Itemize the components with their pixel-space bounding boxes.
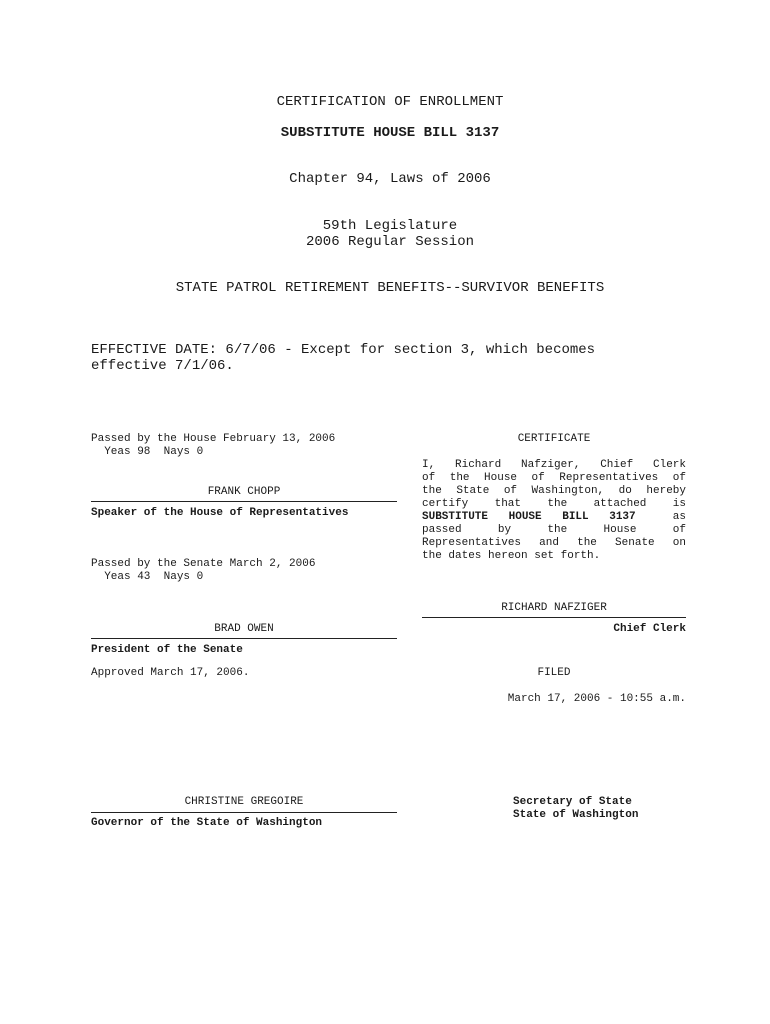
bill-subject: STATE PATROL RETIREMENT BENEFITS--SURVIVOR BENEFITS bbox=[175, 280, 605, 296]
certificate-text-line: Representatives and the Senate on bbox=[422, 537, 686, 549]
clerk-title: Chief Clerk bbox=[613, 623, 686, 635]
secretary-state: State of Washington bbox=[513, 809, 639, 821]
house-signature-line bbox=[91, 501, 397, 502]
certificate-text-line: of the House of Representatives of bbox=[422, 472, 686, 484]
legislature-line: 59th Legislature bbox=[322, 218, 458, 234]
certificate-text-line: the dates hereon set forth. bbox=[422, 550, 601, 562]
senate-signer: BRAD OWEN bbox=[214, 623, 274, 635]
certificate-heading: CERTIFICATE bbox=[517, 433, 591, 445]
certificate-text-line: passed by the House of bbox=[422, 524, 686, 536]
house-signer: FRANK CHOPP bbox=[207, 486, 281, 498]
senate-passed: Passed by the Senate March 2, 2006 bbox=[91, 558, 316, 570]
effective-date-line2: effective 7/1/06. bbox=[91, 358, 234, 374]
senate-votes: Yeas 43 Nays 0 bbox=[91, 571, 204, 583]
certificate-as: as bbox=[672, 511, 686, 523]
house-signer-title: Speaker of the House of Representatives bbox=[91, 507, 349, 519]
governor-signer: CHRISTINE GREGOIRE bbox=[184, 796, 304, 808]
house-passed: Passed by the House February 13, 2006 bbox=[91, 433, 336, 445]
senate-signature-line bbox=[91, 638, 397, 639]
certificate-text bbox=[422, 459, 686, 563]
house-votes: Yeas 98 Nays 0 bbox=[91, 446, 204, 458]
clerk-signature-line bbox=[422, 617, 686, 618]
bill-title: SUBSTITUTE HOUSE BILL 3137 bbox=[280, 125, 500, 141]
governor-signature-line bbox=[91, 812, 397, 813]
senate-signer-title: President of the Senate bbox=[91, 644, 243, 656]
filed-heading: FILED bbox=[537, 667, 571, 679]
certificate-text-line: the State of Washington, do hereby bbox=[422, 485, 686, 497]
session-line: 2006 Regular Session bbox=[305, 234, 475, 250]
secretary-title: Secretary of State bbox=[513, 796, 632, 808]
approval-date: Approved March 17, 2006. bbox=[91, 667, 250, 679]
effective-date-line1: EFFECTIVE DATE: 6/7/06 - Except for section 3, which becomes bbox=[91, 342, 596, 358]
certificate-bill-line bbox=[422, 511, 686, 524]
clerk-signer: RICHARD NAFZIGER bbox=[501, 602, 607, 614]
filed-datetime: March 17, 2006 - 10:55 a.m. bbox=[507, 693, 686, 705]
governor-title: Governor of the State of Washington bbox=[91, 817, 323, 829]
certificate-bill-name: SUBSTITUTE HOUSE BILL 3137 bbox=[422, 511, 636, 523]
certificate-text-line: I, Richard Nafziger, Chief Clerk bbox=[422, 459, 686, 471]
certificate-text-line: certify that the attached is bbox=[422, 498, 686, 510]
certification-heading: CERTIFICATION OF ENROLLMENT bbox=[276, 94, 504, 110]
chapter-line: Chapter 94, Laws of 2006 bbox=[289, 171, 491, 187]
